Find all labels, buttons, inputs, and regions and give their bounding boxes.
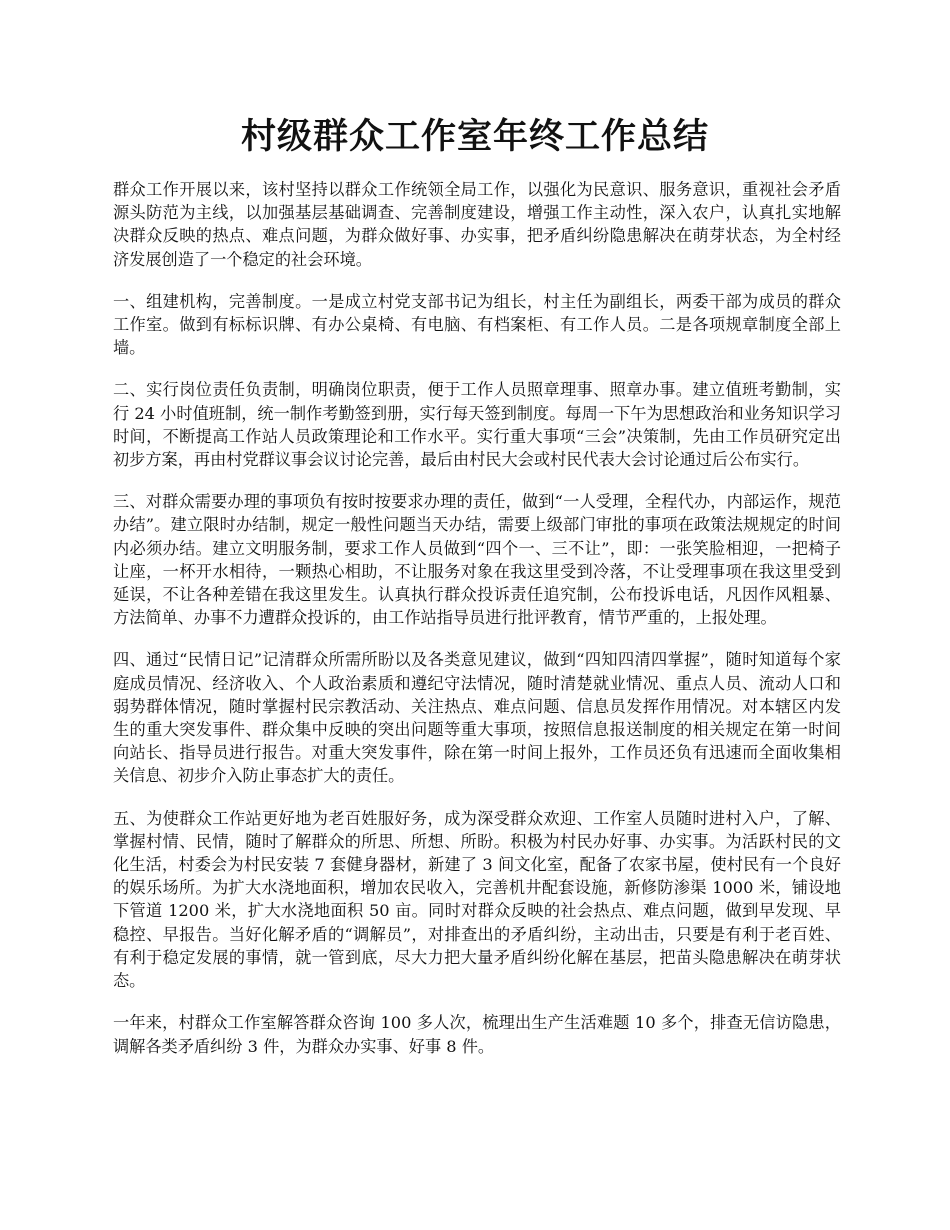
paragraph-section-4: 四、通过“民情日记”记清群众所需所盼以及各类意见建议，做到“四知四清四掌握”，随时知道每个家庭成员情况、经济收入、个人政治素质和遵纪守法情况，随时清楚就业情况、重点人员、流动人口和弱势群体情况，随时掌握村民宗教活动、关注热点、难点问题、信息员发挥作用情况。对本辖区内发生的重大突发事件、群众集中反映的突出问题等重大事项，按照信息报送制度的相关规定在第一时间向站长、指导员进行报告。对重大突发事件，除在第一时间上报外，工作员还负有迅速而全面收集相关信息、初步介入防止事态扩大的责任。 bbox=[113, 650, 841, 786]
paragraph-section-3: 三、对群众需要办理的事项负有按时按要求办理的责任，做到“一人受理，全程代办，内部运作，规范办结”。建立限时办结制，规定一般性问题当天办结，需要上级部门审批的事项在政策法规规定的时间内必须办结。建立文明服务制，要求工作人员做到“四个一、三不让”，即：一张笑脸相迎，一把椅子让座，一杯开水相待，一颗热心相助，不让服务对象在我这里受到冷落，不让受理事项在我这里受到延误，不让各种差错在我这里发生。认真执行群众投诉责任追究制，公布投诉电话，凡因作风粗暴、方法简单、办事不力遭群众投诉的，由工作站指导员进行批评教育，情节严重的，上报处理。 bbox=[113, 492, 841, 628]
paragraph-section-5: 五、为使群众工作站更好地为老百姓服好务，成为深受群众欢迎、工作室人员随时进村入户，了解、掌握村情、民情，随时了解群众的所思、所想、所盼。积极为村民办好事、办实事。为活跃村民的文化生活，村委会为村民安装 7 套健身器材，新建了 3 间文化室，配备了农家书屋，使村民有一个良好的娱乐场所。为扩大水浇地面积，增加农民收入，完善机井配套设施，新修防渗渠 1000 米，铺设地下管道 1200 米，扩大水浇地面积 50 亩。同时对群众反映的社会热点、难点问题，做到早发现、早稳控、早报告。当好化解矛盾的“调解员”，对排查出的矛盾纠纷，主动出击，只要是有利于老百姓、有利于稳定发展的事情，就一管到底，尽大力把大量矛盾纠纷化解在基层，把苗头隐患解决在萌芽状态。 bbox=[113, 808, 841, 991]
paragraph-summary: 一年来，村群众工作室解答群众咨询 100 多人次，梳理出生产生活难题 10 多个，排查无信访隐患，调解各类矛盾纠纷 3 件，为群众办实事、好事 8 件。 bbox=[113, 1013, 841, 1056]
paragraph-section-2: 二、实行岗位责任负责制，明确岗位职责，便于工作人员照章理事、照章办事。建立值班考勤制，实行 24 小时值班制，统一制作考勤签到册，实行每天签到制度。每周一下午为思想政治和业务知识学习时间，不断提高工作站人员政策理论和工作水平。实行重大事项“三会”决策制，先由工作员研究定出初步方案，再由村党群议事会议讨论完善，最后由村民大会或村民代表大会讨论通过后公布实行。 bbox=[113, 380, 841, 470]
paragraph-intro: 群众工作开展以来，该村坚持以群众工作统领全局工作，以强化为民意识、服务意识，重视社会矛盾源头防范为主线，以加强基层基础调查、完善制度建设，增强工作主动性，深入农户，认真扎实地解决群众反映的热点、难点问题，为群众做好事、办实事，把矛盾纠纷隐患解决在萌芽状态，为全村经济发展创造了一个稳定的社会环境。 bbox=[113, 180, 841, 269]
document-title: 村级群众工作室年终工作总结 bbox=[240, 116, 709, 157]
paragraph-section-1: 一、组建机构，完善制度。一是成立村党支部书记为组长，村主任为副组长，两委干部为成员的群众工作室。做到有标标识牌、有办公桌椅、有电脑、有档案柜、有工作人员。二是各项规章制度全部上墙。 bbox=[113, 291, 841, 358]
document-body bbox=[113, 178, 841, 1077]
